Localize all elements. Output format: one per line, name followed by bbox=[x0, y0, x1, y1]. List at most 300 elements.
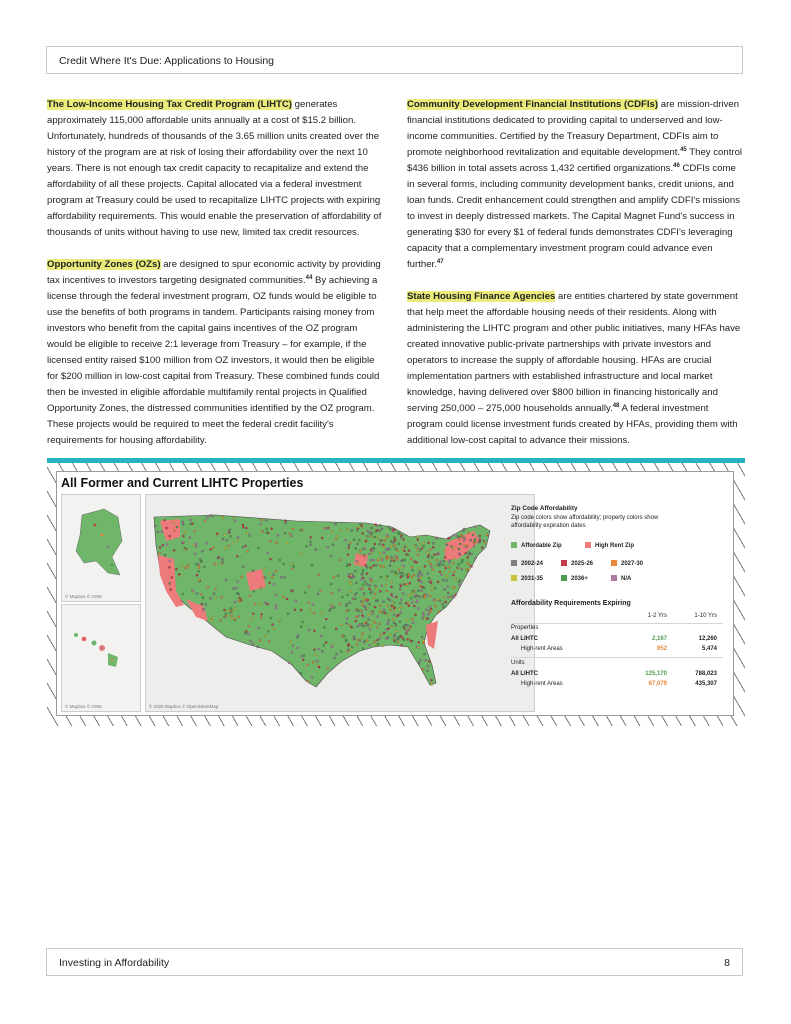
table-title: Affordability Requirements Expiring bbox=[511, 600, 631, 607]
property-marker bbox=[303, 655, 305, 657]
property-marker bbox=[417, 595, 419, 597]
property-marker bbox=[390, 560, 392, 562]
property-marker bbox=[448, 566, 450, 568]
property-marker bbox=[313, 630, 315, 632]
property-marker bbox=[249, 595, 251, 597]
property-marker bbox=[356, 643, 358, 645]
property-marker bbox=[430, 566, 432, 568]
units-section-label bbox=[511, 660, 721, 670]
footnote-47[interactable]: 47 bbox=[436, 258, 444, 265]
property-marker bbox=[232, 543, 234, 545]
value-1-10: 435,307 bbox=[695, 681, 717, 687]
property-marker bbox=[465, 552, 467, 554]
property-marker bbox=[470, 565, 472, 567]
property-marker bbox=[264, 602, 266, 604]
property-marker bbox=[394, 610, 396, 612]
property-marker bbox=[266, 531, 268, 533]
property-marker bbox=[354, 594, 356, 596]
property-marker bbox=[299, 529, 301, 531]
property-marker bbox=[229, 529, 231, 531]
property-marker bbox=[394, 640, 396, 642]
property-marker bbox=[335, 523, 337, 525]
property-marker bbox=[201, 603, 203, 605]
property-marker bbox=[314, 654, 316, 656]
property-marker bbox=[329, 608, 331, 610]
property-marker bbox=[275, 607, 277, 609]
property-marker bbox=[458, 552, 460, 554]
property-marker bbox=[395, 548, 397, 550]
cdfi-heading: Community Development Financial Institutions (CDFIs) bbox=[407, 99, 659, 110]
property-marker bbox=[418, 662, 420, 664]
property-marker bbox=[399, 572, 401, 574]
property-marker bbox=[345, 640, 347, 642]
legend-affordable-zip[interactable] bbox=[511, 542, 562, 549]
property-marker bbox=[236, 587, 238, 589]
property-marker bbox=[423, 640, 425, 642]
property-marker bbox=[425, 609, 427, 611]
property-marker bbox=[353, 638, 355, 640]
property-marker bbox=[246, 550, 248, 552]
property-marker bbox=[357, 526, 359, 528]
property-marker bbox=[295, 600, 297, 602]
property-marker bbox=[402, 548, 404, 550]
property-marker bbox=[284, 532, 286, 534]
property-marker bbox=[339, 530, 341, 532]
property-marker bbox=[448, 561, 450, 563]
property-marker bbox=[301, 621, 303, 623]
property-marker bbox=[474, 538, 476, 540]
property-marker bbox=[242, 546, 244, 548]
property-marker bbox=[240, 599, 242, 601]
property-marker bbox=[231, 618, 233, 620]
property-marker bbox=[378, 558, 380, 560]
property-marker bbox=[310, 609, 312, 611]
property-marker bbox=[232, 587, 234, 589]
property-marker bbox=[442, 606, 444, 608]
property-marker bbox=[393, 560, 395, 562]
property-marker bbox=[166, 527, 168, 529]
property-marker bbox=[432, 546, 434, 548]
property-marker bbox=[375, 564, 377, 566]
property-marker bbox=[404, 559, 406, 561]
property-marker bbox=[242, 524, 244, 526]
property-marker bbox=[339, 603, 341, 605]
property-marker bbox=[392, 618, 394, 620]
property-marker bbox=[292, 644, 294, 646]
property-marker bbox=[406, 619, 408, 621]
property-marker bbox=[222, 517, 224, 519]
property-marker bbox=[159, 552, 161, 554]
property-marker bbox=[368, 614, 370, 616]
property-marker bbox=[173, 530, 175, 532]
property-marker bbox=[182, 541, 184, 543]
property-marker bbox=[213, 563, 215, 565]
legend-label: 2027-30 bbox=[621, 561, 644, 567]
property-marker bbox=[279, 559, 281, 561]
property-marker bbox=[382, 645, 384, 647]
oz-text-cont: By achieving a license through the federal investment program, OZ funds would be eligible to use the benefits of both programs in tandem. Participants raising money from investors who benefit from the capital gains incentives of the OZ program would be eligible to receive 2:1 leverage from Treasury – for example, if the licensed entity raised $100 million from OZ investors, it would then be eligible for $200 million in low-cost capital from Treasury. These combined funds could then be invested in eligible affordable multifamily rental projects in Qualified Opportunity Zones, the distressed communities identified by the OZ program. These projects would be required to meet the federal credit facility's requirements for housing affordability. bbox=[47, 275, 380, 446]
property-marker bbox=[357, 639, 359, 641]
property-marker bbox=[248, 535, 250, 537]
property-marker bbox=[439, 571, 441, 573]
property-marker bbox=[466, 545, 468, 547]
property-marker bbox=[372, 550, 374, 552]
property-marker bbox=[210, 597, 212, 599]
property-marker bbox=[211, 515, 213, 517]
property-marker bbox=[408, 594, 410, 596]
property-marker bbox=[362, 584, 364, 586]
property-marker bbox=[440, 561, 442, 563]
property-marker bbox=[187, 564, 189, 566]
property-marker bbox=[469, 539, 471, 541]
legend-2002-24[interactable] bbox=[511, 560, 543, 567]
property-marker bbox=[234, 618, 236, 620]
footnote-45[interactable]: 45 bbox=[680, 146, 687, 153]
property-marker bbox=[426, 618, 428, 620]
property-marker bbox=[358, 539, 360, 541]
property-marker bbox=[195, 545, 197, 547]
swatch-2025-26 bbox=[561, 560, 567, 566]
property-marker bbox=[438, 553, 440, 555]
property-marker bbox=[231, 610, 233, 612]
property-marker bbox=[420, 581, 422, 583]
property-marker bbox=[346, 610, 348, 612]
property-marker bbox=[473, 545, 475, 547]
property-marker bbox=[451, 586, 453, 588]
property-marker bbox=[427, 542, 429, 544]
property-marker bbox=[253, 590, 255, 592]
property-marker bbox=[265, 635, 267, 637]
legend-description: Zip code colors show affordability; property colors show affordability expiration dates bbox=[511, 515, 659, 529]
property-marker bbox=[442, 579, 444, 581]
property-marker bbox=[399, 621, 401, 623]
property-marker bbox=[389, 633, 391, 635]
property-marker bbox=[431, 556, 433, 558]
property-marker bbox=[463, 540, 465, 542]
property-marker bbox=[410, 597, 412, 599]
figure-panel bbox=[56, 471, 734, 716]
property-marker bbox=[323, 644, 325, 646]
property-marker bbox=[283, 563, 285, 565]
property-marker bbox=[337, 575, 339, 577]
row-label: High-rent Areas bbox=[521, 681, 563, 687]
property-marker bbox=[405, 632, 407, 634]
value-1-2: 125,170 bbox=[645, 671, 667, 677]
value-1-2: 2,167 bbox=[651, 636, 667, 642]
value-1-10: 788,023 bbox=[695, 671, 717, 677]
property-marker bbox=[414, 545, 416, 547]
property-marker bbox=[351, 646, 353, 648]
property-marker bbox=[366, 573, 368, 575]
property-marker bbox=[369, 584, 371, 586]
property-marker bbox=[395, 596, 397, 598]
property-marker bbox=[269, 540, 271, 542]
legend-2025-26[interactable] bbox=[561, 560, 593, 567]
property-marker bbox=[173, 549, 175, 551]
running-header bbox=[46, 46, 743, 74]
property-marker bbox=[407, 638, 409, 640]
property-marker bbox=[372, 612, 374, 614]
property-marker bbox=[275, 604, 277, 606]
property-marker bbox=[346, 603, 348, 605]
property-marker bbox=[437, 581, 439, 583]
property-marker bbox=[469, 553, 471, 555]
property-marker bbox=[411, 576, 413, 578]
legend-label: High Rent Zip bbox=[595, 543, 634, 549]
property-marker bbox=[380, 540, 382, 542]
property-marker bbox=[198, 579, 200, 581]
property-marker bbox=[278, 619, 280, 621]
property-marker bbox=[468, 564, 470, 566]
property-marker bbox=[364, 555, 366, 557]
property-marker bbox=[359, 549, 361, 551]
property-marker bbox=[395, 630, 397, 632]
property-marker bbox=[391, 581, 393, 583]
property-marker bbox=[361, 610, 363, 612]
property-marker bbox=[197, 570, 199, 572]
cdfi-text: are mission-driven financial institutions dedicated to providing capital to underserved and low-income communities. Certified by the Treasury Department, CDFIs aim to promote neighborhood revitalization and equitable development. bbox=[407, 99, 740, 158]
property-marker bbox=[393, 614, 395, 616]
property-marker bbox=[430, 679, 432, 681]
property-marker bbox=[228, 610, 230, 612]
property-marker bbox=[327, 546, 329, 548]
property-marker bbox=[404, 550, 406, 552]
property-marker bbox=[452, 562, 454, 564]
property-marker bbox=[443, 596, 445, 598]
property-marker bbox=[210, 620, 212, 622]
property-marker bbox=[242, 526, 244, 528]
property-marker bbox=[362, 577, 364, 579]
property-marker bbox=[448, 571, 450, 573]
property-marker bbox=[459, 543, 461, 545]
property-marker bbox=[361, 525, 363, 527]
property-marker bbox=[400, 606, 402, 608]
property-marker bbox=[162, 544, 164, 546]
property-marker bbox=[414, 561, 416, 563]
property-marker bbox=[427, 572, 429, 574]
property-marker bbox=[297, 634, 299, 636]
property-marker bbox=[318, 666, 320, 668]
property-marker bbox=[370, 535, 372, 537]
property-marker bbox=[383, 609, 385, 611]
property-marker bbox=[478, 535, 480, 537]
property-marker bbox=[376, 639, 378, 641]
property-marker bbox=[338, 589, 340, 591]
property-marker bbox=[418, 641, 420, 643]
property-marker bbox=[341, 596, 343, 598]
conus-map[interactable] bbox=[145, 494, 535, 712]
property-marker bbox=[300, 672, 302, 674]
property-marker bbox=[346, 594, 348, 596]
property-marker bbox=[173, 522, 175, 524]
property-marker bbox=[366, 583, 368, 585]
property-marker bbox=[245, 527, 247, 529]
property-marker bbox=[257, 547, 259, 549]
legend-title: Zip Code Affordability bbox=[511, 505, 578, 512]
property-marker bbox=[201, 550, 203, 552]
property-marker bbox=[472, 534, 474, 536]
property-marker bbox=[374, 593, 376, 595]
property-marker bbox=[209, 514, 211, 516]
property-marker bbox=[349, 624, 351, 626]
property-marker bbox=[313, 649, 315, 651]
property-marker bbox=[202, 597, 204, 599]
property-marker bbox=[161, 531, 163, 533]
property-marker bbox=[182, 535, 184, 537]
legend-high-rent-zip[interactable] bbox=[585, 542, 634, 549]
property-marker bbox=[210, 548, 212, 550]
property-marker bbox=[428, 577, 430, 579]
property-marker bbox=[381, 559, 383, 561]
property-marker bbox=[387, 557, 389, 559]
property-marker bbox=[354, 598, 356, 600]
swatch-2031-35 bbox=[511, 575, 517, 581]
property-marker bbox=[463, 537, 465, 539]
value-1-2: 67,079 bbox=[648, 681, 667, 687]
property-marker bbox=[356, 560, 358, 562]
property-marker bbox=[350, 591, 352, 593]
property-marker bbox=[362, 587, 364, 589]
property-marker bbox=[392, 541, 394, 543]
property-marker bbox=[187, 567, 189, 569]
property-marker bbox=[335, 628, 337, 630]
property-marker bbox=[417, 607, 419, 609]
property-marker bbox=[240, 576, 242, 578]
table-header-row bbox=[511, 613, 721, 623]
property-marker bbox=[266, 528, 268, 530]
property-marker bbox=[453, 571, 455, 573]
property-marker bbox=[364, 580, 366, 582]
property-marker bbox=[362, 597, 364, 599]
property-marker bbox=[429, 548, 431, 550]
property-marker bbox=[398, 636, 400, 638]
value-1-2: 952 bbox=[656, 646, 667, 652]
property-marker bbox=[407, 554, 409, 556]
hfa-text-cont: A federal investment program could license investment funds created by HFAs, providing them with additional low-cost capital to advance their missions. bbox=[407, 403, 738, 446]
property-marker bbox=[384, 539, 386, 541]
property-marker bbox=[400, 585, 402, 587]
property-marker bbox=[284, 520, 286, 522]
property-marker bbox=[386, 590, 388, 592]
legend-na[interactable] bbox=[611, 575, 631, 582]
property-marker bbox=[206, 542, 208, 544]
property-marker bbox=[374, 536, 376, 538]
property-marker bbox=[200, 593, 202, 595]
property-marker bbox=[361, 636, 363, 638]
property-marker bbox=[392, 602, 394, 604]
properties-section-label bbox=[511, 625, 721, 635]
legend-2027-30[interactable] bbox=[611, 560, 643, 567]
property-marker bbox=[271, 576, 273, 578]
property-marker bbox=[379, 590, 381, 592]
property-marker bbox=[331, 606, 333, 608]
property-marker bbox=[193, 530, 195, 532]
alaska-inset-map[interactable] bbox=[61, 494, 141, 602]
property-marker bbox=[453, 534, 455, 536]
property-marker bbox=[377, 616, 379, 618]
property-marker bbox=[478, 541, 480, 543]
property-marker bbox=[316, 660, 318, 662]
lihtc-heading: The Low-Income Housing Tax Credit Program (LIHTC) bbox=[47, 99, 293, 110]
property-marker bbox=[382, 544, 384, 546]
table-row bbox=[511, 636, 721, 646]
property-marker bbox=[296, 637, 298, 639]
legend-label: 2031-35 bbox=[521, 576, 544, 582]
legend-2031-35[interactable] bbox=[511, 575, 543, 582]
property-marker bbox=[238, 616, 240, 618]
property-marker bbox=[272, 574, 274, 576]
property-marker bbox=[437, 563, 439, 565]
property-marker bbox=[357, 562, 359, 564]
row-label: All LIHTC bbox=[511, 671, 538, 677]
property-marker bbox=[374, 622, 376, 624]
property-marker bbox=[350, 583, 352, 585]
cdfi-text-cont2: CDFIs come in several forms, including community development banks, credit unions, and loan funds. Credit enhancement could strengthen and amplify CDFI's missions to invest in deeply distressed markets. The Capital Magnet Fund's success in generating $30 for every $1 of federal funds demonstrates CDFI's leveraging capacity that a complementary investment program could advance even further. bbox=[407, 163, 740, 270]
property-marker bbox=[400, 611, 402, 613]
property-marker bbox=[463, 544, 465, 546]
property-marker bbox=[390, 593, 392, 595]
property-marker bbox=[182, 523, 184, 525]
property-marker bbox=[301, 655, 303, 657]
property-marker bbox=[263, 576, 265, 578]
property-marker bbox=[267, 603, 269, 605]
property-marker bbox=[223, 534, 225, 536]
property-marker bbox=[362, 532, 364, 534]
property-marker bbox=[417, 590, 419, 592]
property-marker bbox=[369, 588, 371, 590]
property-marker bbox=[376, 529, 378, 531]
legend-2036-plus[interactable] bbox=[561, 575, 588, 582]
property-marker bbox=[300, 609, 302, 611]
table-row bbox=[511, 646, 721, 656]
property-marker bbox=[300, 626, 302, 628]
property-marker bbox=[286, 598, 288, 600]
property-marker bbox=[171, 576, 173, 578]
property-marker bbox=[436, 537, 438, 539]
property-marker bbox=[406, 583, 408, 585]
property-marker bbox=[217, 557, 219, 559]
property-marker bbox=[380, 634, 382, 636]
property-marker bbox=[252, 570, 254, 572]
footnote-46[interactable]: 46 bbox=[673, 162, 680, 169]
legend-label: 2036+ bbox=[571, 576, 588, 582]
property-marker bbox=[377, 643, 379, 645]
property-marker bbox=[386, 534, 388, 536]
property-marker bbox=[325, 641, 327, 643]
property-marker bbox=[317, 574, 319, 576]
property-marker bbox=[345, 539, 347, 541]
property-marker bbox=[422, 612, 424, 614]
property-marker bbox=[375, 524, 377, 526]
lihtc-paragraph bbox=[47, 97, 384, 241]
property-marker bbox=[383, 632, 385, 634]
property-marker bbox=[422, 668, 424, 670]
footnote-48[interactable]: 48 bbox=[612, 402, 620, 409]
property-marker bbox=[437, 598, 439, 600]
footnote-44[interactable]: 44 bbox=[305, 274, 313, 281]
property-marker bbox=[451, 595, 453, 597]
property-marker bbox=[402, 575, 404, 577]
property-marker bbox=[323, 626, 325, 628]
property-marker bbox=[458, 567, 460, 569]
property-marker bbox=[234, 607, 236, 609]
property-marker bbox=[259, 639, 261, 641]
hawaii-inset-map[interactable] bbox=[61, 604, 141, 712]
property-marker bbox=[175, 568, 177, 570]
property-marker bbox=[458, 548, 460, 550]
property-marker bbox=[379, 543, 381, 545]
property-marker bbox=[246, 532, 248, 534]
